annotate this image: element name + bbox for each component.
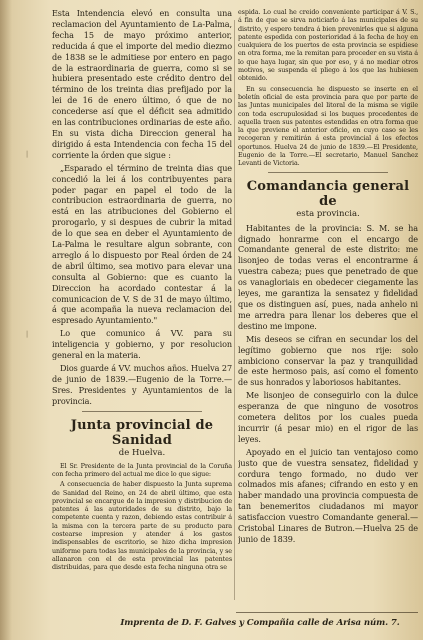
body-paragraph: El Sr. Presidente de la Junta provincial de la Coruña con fecha primero del actual me dice lo que sigue: (52, 461, 232, 478)
imprint-divider (236, 612, 418, 613)
body-paragraph: En su consecuencia he dispuesto se inserte en el boletín oficial de esta provincia para que por parte de las Juntas municipales del litoral de la misma se vigile con toda escrupulosidad si los buques procedentes de aquella traen sus patentes estendidas en otra forma que la que previene el anterior oficio, en cuyo caso se les recogeran y remitirán á esta provincial á los efectos oportunos. Huelva 24 de junio de 1839.—El Presidente, Eugenio de la Torre.—El secretario, Manuel Sanchez Levanti de Victoria. (238, 84, 418, 168)
right-column (238, 8, 418, 614)
left-column (52, 8, 232, 620)
body-paragraph: Lo que comunico á VV. para su inteligencia y gobierno, y por resolucion general en la materia. (52, 328, 232, 361)
body-paragraph: Esta Intendencia elevó en consulta una reclamacion del Ayuntamiento de La-Palma, fecha 15 de mayo próximo anterior, reducida á que el importe del medio diezmo de 1838 se le admitiese por entero en pago de la estraordinaria de guerra, como si se hubiera presentado este crédito dentro del término de los treinta dias prefijado por la lei de 16 de enero último, ó que de no concederse así que el déficit sea admitido en las contribuciones ordinarias de este año. En su vista dicha Direccion general ha dirigido á esta Intendencia con fecha 15 del corriente la órden que sigue : (52, 8, 232, 160)
section-subheading-sanidad: de Huelva. (118, 447, 166, 458)
section-heading-sanidad: Junta provincial de Sanidad (70, 417, 214, 448)
body-paragraph: Apoyado en el juicio tan ventajoso como justo que de vuestra sensatez, fidelidad y cordura tengo formado, no dudo ver colmados mis afanes; cifrando en esto y en haber mandado una provincia compuesta de tan benemeritos ciudadanos mi mayor satisfaccion vuestro Comandante general.—Cristobal Linares de Butron.—Huelva 25 de junio de 1839. (238, 446, 418, 545)
margin-mark: ❘ (24, 330, 30, 338)
body-paragraph: Me lisonjeo de conseguirlo con la dulce esperanza de que ninguno de vosotros cometera delitos por los cuales pueda incurrir (á pesar mio) en el rigor de las leyes. (238, 390, 418, 444)
body-paragraph: espida. Lo cual he creido conveniente participar á V. S., á fin de que se sirva noticiarlo á las municipales de su distrito, y espero tendra á bien prevenirles que si alguna patente espedida con posterioridad á la fecha de hoy en cualquiera de los puertos de esta provincia se espidiese en otra forma, me la remitan para proceder en su vista á lo que haya lugar, sin que por eso, y á no mediar otros motivos, se suspenda el pliego á los que las hubiesen obtenido. (238, 8, 418, 83)
margin-mark: ❘ (24, 150, 30, 158)
section-divider (268, 172, 388, 173)
body-paragraph: Habitantes de la provincia: S. M. se ha dignado honrarme con el encargo de Comandante general de este distrito: me lisonjeo de todas veras el encontrarme á vuestra cabeza; pues que penetrado de que os vanagloriais en obedecer ciegamente las leyes, me garantiza la sensatez y fidelidad que os distinguen así, pues, nada anhelo ni me arredra para llenar los deberes que el destino me impone. (238, 222, 418, 331)
section-divider (82, 411, 202, 412)
body-paragraph: A consecuencia de haber dispuesto la Junta suprema de Sanidad del Reino, en 24 de abril último, que esta provincial se encargue de la impresion y distribucion de patentes á las autoridades de su distrito, bajo la competente cuenta y razon, debiendo estas contribuir á la misma con la tercera parte de su producto para costearse impresion y atender á los gastos indispensables de escritorio, se hizo dicha impresion uniforme para todas las municipales de la provincia, y se allanaron con el de esta provincial las patentes distribuidas, para que desde esta fecha ninguna otra se (52, 480, 232, 572)
body-paragraph: Dios guarde á VV. muchos años. Huelva 27 de junio de 1839.—Eugenio de la Torre.—Sres. Presidentes y Ayuntamientos de la provincia. (52, 363, 232, 406)
section-heading-comandancia: Comandancia general de (246, 178, 410, 209)
body-paragraph: Mis deseos se cifran en secundar los del legítimo gobierno que nos rije: solo ambiciono conservar la paz y tranquilidad de este hermoso pais, así como el fomento de sus honrados y laboriosos habitantes. (238, 333, 418, 388)
section-subheading-comandancia: esta provincia. (296, 208, 360, 219)
body-paragraph: „Esparado el término de treinta dias que concedió la lei á los contribuyentes para poder pagar en papel el todo de la contribucion estraordinaria de guerra, no está en las atribuciones del Gobierno el prorogarlo, y si despues de cubrir la mitad de lo que sea en deber el Ayuntamiento de La-Palma le resultare algun sobrante, con arreglo á lo dispuesto por Real órden de 24 de abril último, sea motivo para elevar una consulta al Gobierno: que es cuanto la Direccion ha acordado contestar á la comunicacion de V. S de 31 de mayo último, á que acompaña la nueva reclamacion del espresado Ayuntamiento." (52, 162, 232, 326)
column-divider (234, 20, 235, 600)
printer-imprint: Imprenta de D. F. Galves y Compañia calle de Arisa núm. 7. (120, 618, 400, 628)
page-edge-shadow (0, 0, 12, 640)
